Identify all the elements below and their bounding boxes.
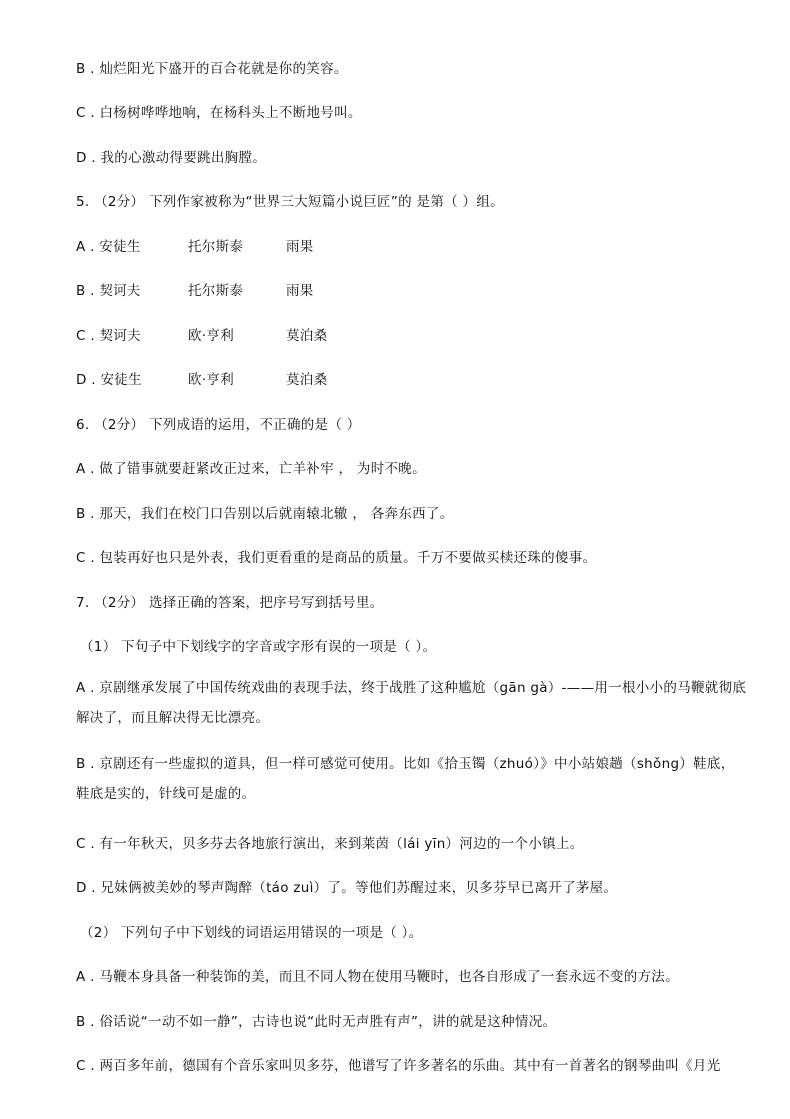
option-label: C . 契诃夫 [76,328,141,344]
q7-sub1-option-d: D . 兄妹俩被美妙的琴声陶醉（táo zuì）了。等他们苏醒过来，贝多芬早已离开了茅屋。 [76,880,618,896]
q6-option-b: B . 那天，我们在校门口告别以后就南辕北辙 ， 各奔东西了。 [76,506,454,522]
q4-option-d: D . 我的心激动得要跳出胸膛。 [76,150,267,166]
q4-option-c: C . 白杨树哗哗地响，在杨科头上不断地号叫。 [76,105,362,121]
q4-option-b: B . 灿烂阳光下盛开的百合花就是你的笑容。 [76,61,348,77]
option-label: A . 安徒生 [76,239,141,255]
q7-sub2-option-b: B . 俗话说“一动不如一静”，古诗也说“此时无声胜有声”，讲的就是这种情况。 [76,1014,557,1030]
q6-option-c: C . 包装再好也只是外表，我们更看重的是商品的质量。千万不要做买椟还珠的傻事。 [76,550,597,566]
option-label: B . 契诃夫 [76,283,141,299]
author: 莫泊桑 [286,372,328,388]
author: 欧·亨利 [188,328,234,344]
q6-option-a: A . 做了错事就要赶紧改正过来，亡羊补牢 ， 为时不晚。 [76,461,426,477]
q5-option-b [76,279,314,299]
q7-sub2-option-c: C . 两百多年前，德国有个音乐家叫贝多芬，他谱写了许多著名的乐曲。其中有一首著名的钢琴曲叫《月光 [76,1058,721,1074]
q5-option-c [76,324,327,344]
author: 雨果 [286,283,314,299]
q5-option-a [76,235,314,255]
q7-sub1-stem: （1） 下句子中下划线字的字音或字形有误的一项是（ ）。 [80,639,437,655]
q7-sub1-option-a: A . 京剧继承发展了中国传统戏曲的表现手法，终于战胜了这种尴尬（gān gà）-——用一根小小的马鞭就彻底解决了，而且解决得无比漂亮。 [76,680,747,726]
author: 莫泊桑 [286,328,328,344]
q7-sub2-stem: （2） 下列句子中下划线的词语运用错误的一项是（ ）。 [80,925,423,941]
q6-stem: 6. （2分） 下列成语的运用，不正确的是（ ） [76,417,361,433]
q5-stem: 5. （2分） 下列作家被称为“世界三大短篇小说巨匠”的 是第（ ）组。 [76,194,504,210]
option-label: D . 安徒生 [76,372,142,388]
author: 雨果 [286,239,314,255]
q7-sub1-option-c: C . 有一年秋天，贝多芬去各地旅行演出，来到莱茵（lái yīn）河边的一个小镇上。 [76,836,584,852]
q7-stem: 7. （2分） 选择正确的答案，把序号写到括号里。 [76,595,384,611]
author: 托尔斯泰 [188,239,244,255]
q7-sub2-option-a: A . 马鞭本身具备一种装饰的美，而且不同人物在使用马鞭时，也各自形成了一套永远不变的方法。 [76,969,679,985]
author: 欧·亨利 [188,372,234,388]
q7-sub1-option-b: B . 京剧还有一些虚拟的道具，但一样可感觉可使用。比如《拾玉镯（zhuó）》中小站娘趟（shǒng）鞋底，鞋底是实的，针线可是虚的。 [76,756,735,802]
q5-option-d [76,368,327,388]
author: 托尔斯泰 [188,283,244,299]
